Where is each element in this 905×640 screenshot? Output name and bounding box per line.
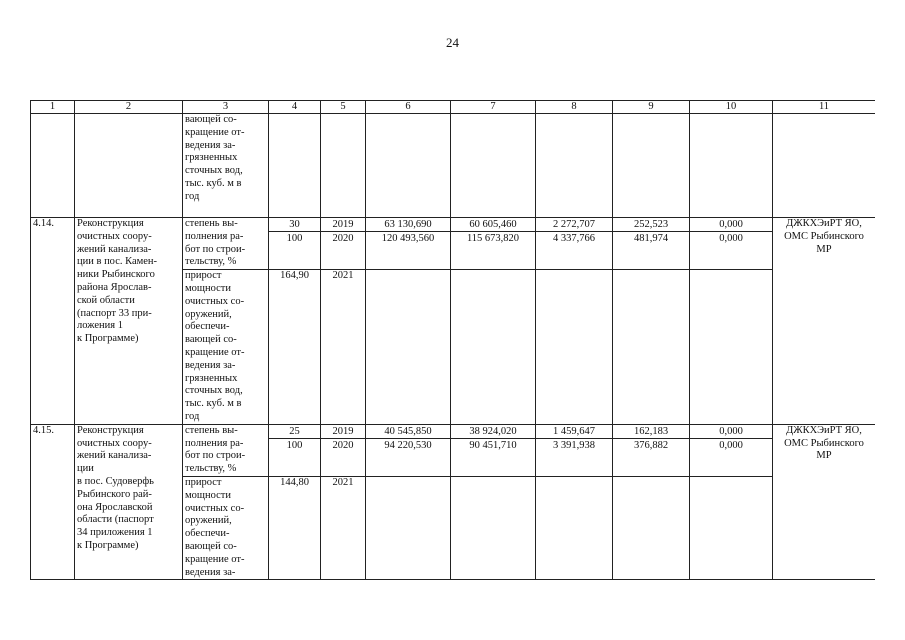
row-number: 4.15. [31, 424, 75, 580]
column-numbers-row [31, 101, 876, 114]
target-value: 100 [269, 438, 320, 452]
amount: 2 272,707 [553, 219, 595, 230]
column-header: 5 [321, 101, 366, 114]
amount: 90 451,710 [451, 438, 535, 452]
column-header: 4 [269, 101, 321, 114]
capacity-value: 164,90 [269, 270, 321, 425]
indicator-progress: степень вы- полнения ра- бот по строи- тельству, % [183, 218, 269, 270]
empty-cell [366, 270, 451, 425]
empty-cell [536, 476, 613, 579]
local-funding [613, 218, 690, 270]
empty-cell [690, 476, 773, 579]
regional-funding [536, 218, 613, 270]
total-funding [366, 424, 451, 476]
amount: 0,000 [719, 219, 743, 230]
empty-cell [690, 114, 773, 218]
years [321, 424, 366, 476]
capacity-year: 2021 [321, 270, 366, 425]
target-values [269, 218, 321, 270]
empty-cell [321, 114, 366, 218]
empty-cell [536, 114, 613, 218]
years [321, 218, 366, 270]
other-funding [690, 424, 773, 476]
empty-cell [690, 270, 773, 425]
responsible-executor: ДЖКХЭиРТ ЯО, ОМС Рыбинского МР [773, 424, 876, 580]
indicator-progress: степень вы- полнения ра- бот по строи- тельству, % [183, 424, 269, 476]
column-header: 10 [690, 101, 773, 114]
empty-cell [451, 270, 536, 425]
capacity-year: 2021 [321, 476, 366, 579]
empty-cell [613, 270, 690, 425]
amount: 4 337,766 [536, 231, 612, 245]
capacity-value: 144,80 [269, 476, 321, 579]
indicator-continuation: вающей со- кращение от- ведения за- грязненных сточных вод, тыс. куб. м в год [183, 114, 269, 218]
federal-funding [451, 218, 536, 270]
target-value: 30 [289, 219, 300, 230]
amount: 38 924,020 [469, 425, 517, 437]
column-header: 11 [773, 101, 876, 114]
responsible-executor: ДЖКХЭиРТ ЯО, ОМС Рыбинского МР [773, 218, 876, 425]
column-header: 3 [183, 101, 269, 114]
continuation-row [31, 114, 876, 218]
empty-cell [773, 114, 876, 218]
empty-cell [613, 476, 690, 579]
regional-funding [536, 424, 613, 476]
page-number: 24 [446, 35, 459, 50]
amount: 120 493,560 [366, 231, 450, 245]
table-row [31, 218, 876, 270]
column-header: 7 [451, 101, 536, 114]
local-funding [613, 424, 690, 476]
year: 2020 [321, 231, 365, 245]
amount: 0,000 [719, 425, 743, 437]
empty-cell [366, 476, 451, 579]
year: 2019 [332, 425, 354, 437]
column-header: 2 [75, 101, 183, 114]
federal-funding [451, 424, 536, 476]
measure-name: Реконструкция очистных соору- жений канализа- ции в пос. Судоверфь Рыбинского рай- она Ярославской области (паспорт 34 приложения 1 к Программе) [75, 424, 183, 580]
amount: 252,523 [633, 219, 669, 230]
empty-cell [269, 114, 321, 218]
document-table-frame [30, 100, 875, 640]
column-header: 1 [31, 101, 75, 114]
empty-cell [613, 114, 690, 218]
amount: 0,000 [690, 231, 772, 245]
empty-cell [451, 114, 536, 218]
empty-cell [451, 476, 536, 579]
amount: 376,882 [613, 438, 689, 452]
total-funding [366, 218, 451, 270]
target-value: 25 [289, 425, 300, 437]
measure-name: Реконструкция очистных соору- жений канализа- ции в пос. Камен- ники Рыбинского района Ярослав- ской области (паспорт 33 при- ложения 1 к Программе) [75, 218, 183, 425]
amount: 3 391,938 [536, 438, 612, 452]
empty-cell [536, 270, 613, 425]
year: 2019 [332, 219, 354, 230]
other-funding [690, 218, 773, 270]
amount: 63 130,690 [384, 219, 432, 230]
empty-cell [75, 114, 183, 218]
amount: 162,183 [633, 425, 669, 437]
amount: 40 545,850 [384, 425, 432, 437]
amount: 481,974 [613, 231, 689, 245]
amount: 60 605,460 [469, 219, 517, 230]
indicator-capacity: прирост мощности очистных со- оружений, обеспечи- вающей со- кращение от- ведения за- грязненных сточных вод, тыс. куб. м в год [183, 270, 269, 425]
year: 2020 [321, 438, 365, 452]
empty-cell [366, 114, 451, 218]
amount: 115 673,820 [451, 231, 535, 245]
amount: 1 459,647 [553, 425, 595, 437]
indicator-capacity: прирост мощности очистных со- оружений, обеспечи- вающей со- кращение от- ведения за- [183, 476, 269, 579]
target-values [269, 424, 321, 476]
amount: 0,000 [690, 438, 772, 452]
column-header: 8 [536, 101, 613, 114]
empty-cell [31, 114, 75, 218]
row-number: 4.14. [31, 218, 75, 425]
column-header: 6 [366, 101, 451, 114]
column-header: 9 [613, 101, 690, 114]
target-value: 100 [269, 231, 320, 245]
table-row [31, 424, 876, 476]
program-table [30, 100, 875, 580]
amount: 94 220,530 [366, 438, 450, 452]
